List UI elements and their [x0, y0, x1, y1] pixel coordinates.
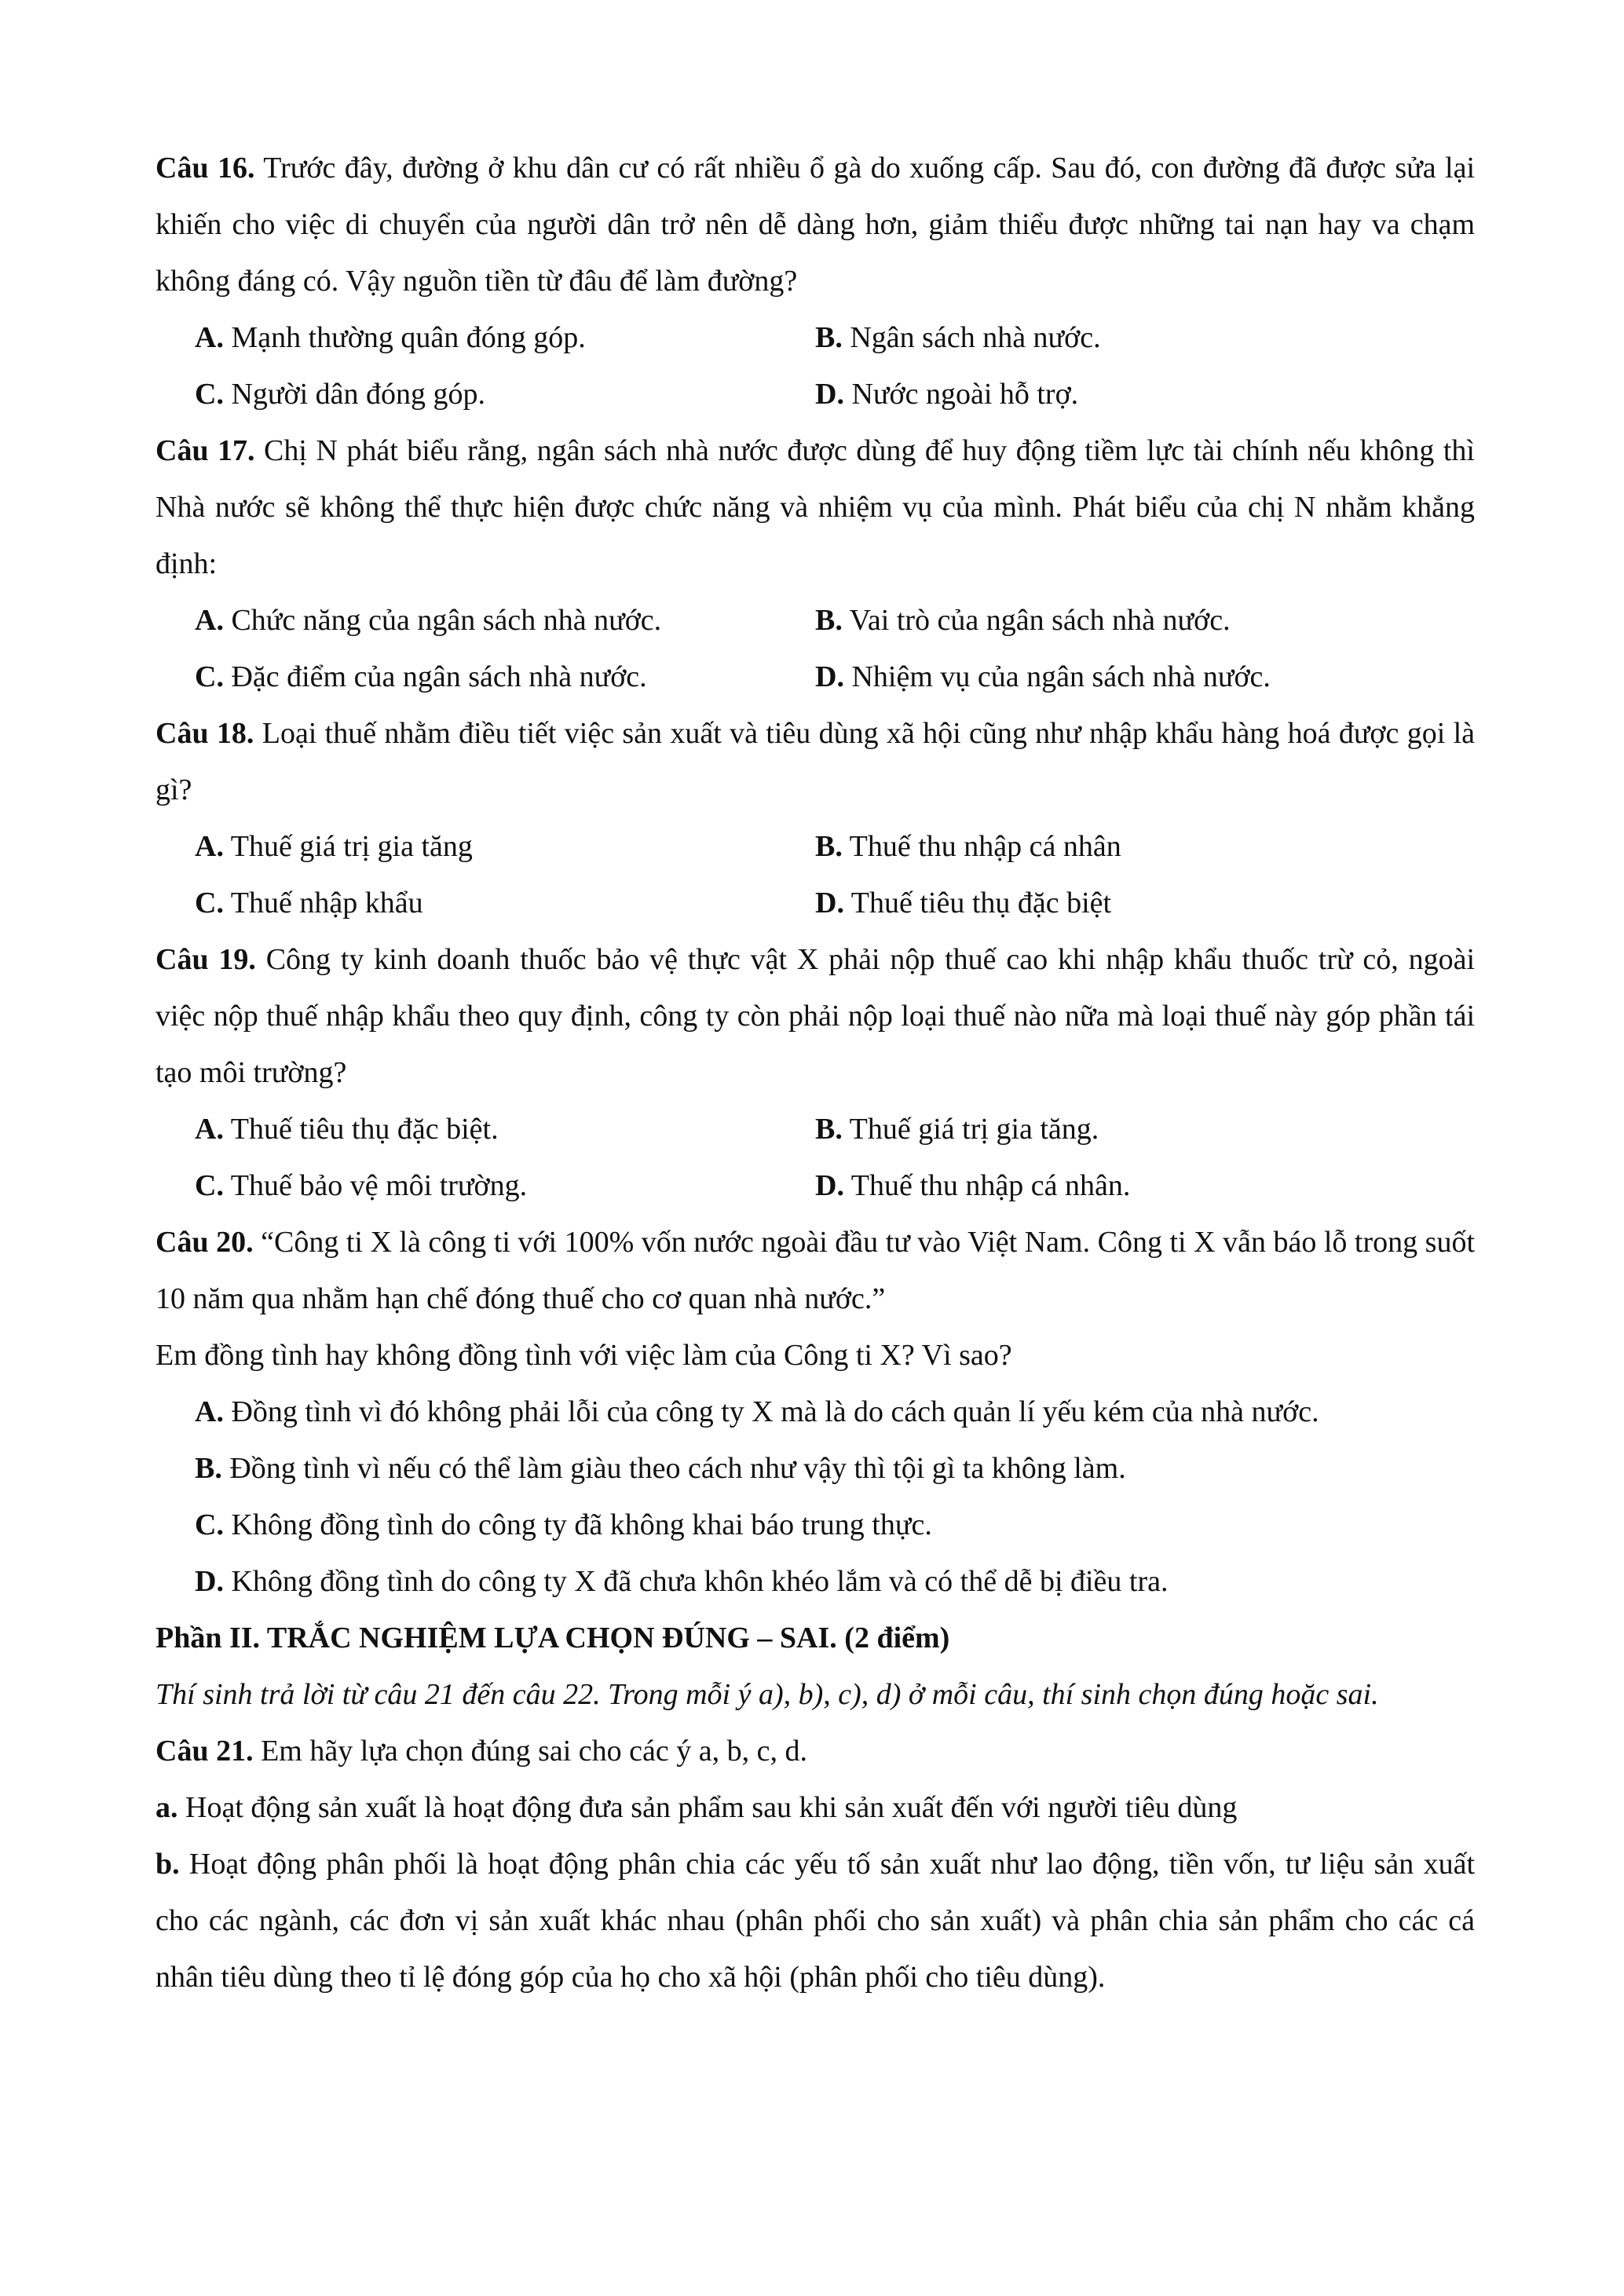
options-grid — [155, 309, 1475, 422]
option-text: Thuế tiêu thụ đặc biệt. — [223, 1113, 499, 1146]
statement-letter: b. — [155, 1848, 180, 1881]
question-text: Công ty kinh doanh thuốc bảo vệ thực vật X phải nộp thuế cao khi nhập khẩu thuốc trừ cỏ, ngoài việc nộp thuế nhập khẩu theo quy định, công ty còn phải nộp loại thuế nào nữa mà loại thuế này góp phần tái tạo môi trường? — [155, 943, 1476, 1089]
section-title: Phần II. TRẮC NGHIỆM LỰA CHỌN ĐÚNG – SAI. (2 điểm) — [155, 1621, 950, 1654]
question-17 — [155, 422, 1475, 592]
option-letter: D. — [195, 1565, 224, 1598]
statement-text: Hoạt động phân phối là hoạt động phân chia các yếu tố sản xuất như lao động, tiền vốn, tư liệu sản xuất cho các ngành, các đơn vị sản xuất khác nhau (phân phối cho sản xuất) và phân chia sản phẩm cho các cá nhân tiêu dùng theo tỉ lệ đóng góp của họ cho xã hội (phân phối cho tiêu dùng). — [155, 1848, 1475, 1994]
option-text: Mạnh thường quân đóng góp. — [223, 321, 586, 354]
option-letter: B. — [815, 604, 843, 637]
question-20-prompt: Em đồng tình hay không đồng tình với việc làm của Công ti X? Vì sao? — [155, 1339, 1012, 1372]
question-label: Câu 20. — [155, 1226, 254, 1259]
question-label: Câu 17. — [155, 434, 255, 467]
option-text: Nước ngoài hỗ trợ. — [843, 378, 1079, 411]
option-a — [195, 592, 815, 649]
option-text: Vai trò của ngân sách nhà nước. — [842, 604, 1231, 637]
option-c — [195, 366, 815, 422]
question-21 — [155, 1723, 1475, 1779]
option-b — [815, 592, 1436, 649]
question-20 — [155, 1214, 1475, 1327]
option-a — [195, 1101, 815, 1157]
option-text: Thuế thu nhập cá nhân. — [843, 1169, 1131, 1202]
option-text: Thuế tiêu thụ đặc biệt — [843, 887, 1112, 919]
question-label: Câu 18. — [155, 717, 254, 750]
option-text: Ngân sách nhà nước. — [842, 321, 1101, 354]
option-c — [155, 1497, 1514, 1553]
options-grid — [155, 818, 1475, 931]
document-page — [155, 140, 1475, 2005]
option-d — [815, 875, 1436, 931]
option-letter: C. — [195, 1169, 224, 1202]
options-grid — [155, 1101, 1475, 1214]
option-text: Thuế giá trị gia tăng. — [842, 1113, 1099, 1146]
option-b — [815, 1101, 1436, 1157]
option-letter: D. — [815, 887, 844, 919]
option-d — [815, 366, 1436, 422]
option-text: Đặc điểm của ngân sách nhà nước. — [223, 660, 647, 693]
option-a — [195, 309, 815, 366]
option-text: Đồng tình vì nếu có thể làm giàu theo cách như vậy thì tội gì ta không làm. — [221, 1452, 1126, 1485]
option-c — [195, 875, 815, 931]
option-text: Chức năng của ngân sách nhà nước. — [223, 604, 662, 637]
question-text: Loại thuế nhằm điều tiết việc sản xuất và tiêu dùng xã hội cũng như nhập khẩu hàng hoá được gọi là gì? — [155, 717, 1475, 806]
option-letter: C. — [195, 378, 224, 411]
question-label: Câu 19. — [155, 943, 256, 976]
option-letter: A. — [195, 830, 224, 863]
option-b — [155, 1440, 1514, 1497]
option-c — [195, 649, 815, 705]
option-text: Thuế bảo vệ môi trường. — [223, 1169, 528, 1202]
options-grid — [155, 592, 1475, 705]
question-text: Em hãy lựa chọn đúng sai cho các ý a, b, c, d. — [253, 1735, 808, 1768]
option-letter: B. — [815, 1113, 843, 1146]
option-letter: D. — [815, 378, 844, 411]
statement-letter: a. — [155, 1791, 178, 1824]
option-letter: C. — [195, 887, 224, 919]
option-letter: A. — [195, 321, 224, 354]
option-text: Người dân đóng góp. — [223, 378, 486, 411]
question-18 — [155, 705, 1475, 818]
option-text: Không đồng tình do công ty đã không khai báo trung thực. — [223, 1508, 932, 1541]
option-d — [815, 1157, 1436, 1214]
question-label: Câu 21. — [155, 1735, 254, 1768]
option-b — [815, 309, 1436, 366]
question-text: Trước đây, đường ở khu dân cư có rất nhiều ổ gà do xuống cấp. Sau đó, con đường đã được sửa lại khiến cho việc di chuyển của người dân trở nên dễ dàng hơn, giảm thiểu được những tai nạn hay va chạm không đáng có. Vậy nguồn tiền từ đâu để làm đường? — [155, 152, 1476, 298]
option-text: Thuế nhập khẩu — [223, 887, 423, 919]
option-a — [195, 818, 815, 875]
option-b — [815, 818, 1436, 875]
option-letter: D. — [815, 660, 844, 693]
question-19 — [155, 931, 1475, 1101]
option-text: Thuế giá trị gia tăng — [223, 830, 473, 863]
statement-b — [155, 1836, 1475, 2005]
statement-a — [155, 1779, 1475, 1836]
option-letter: A. — [195, 1113, 224, 1146]
option-letter: B. — [195, 1452, 222, 1485]
question-label: Câu 16. — [155, 152, 255, 185]
statement-text: Hoạt động sản xuất là hoạt động đưa sản phẩm sau khi sản xuất đến với người tiêu dùng — [177, 1791, 1238, 1824]
option-letter: B. — [815, 321, 843, 354]
section-instruction: Thí sinh trả lời từ câu 21 đến câu 22. Trong mỗi ý a), b), c), d) ở mỗi câu, thí sinh chọn đúng hoặc sai. — [155, 1678, 1379, 1711]
option-text: Thuế thu nhập cá nhân — [842, 830, 1121, 863]
option-text: Không đồng tình do công ty X đã chưa khôn khéo lắm và có thể dễ bị điều tra. — [223, 1565, 1169, 1598]
option-letter: C. — [195, 1508, 224, 1541]
option-letter: D. — [815, 1169, 844, 1202]
option-text: Nhiệm vụ của ngân sách nhà nước. — [843, 660, 1271, 693]
question-text: Chị N phát biểu rằng, ngân sách nhà nước được dùng để huy động tiềm lực tài chính nếu không thì Nhà nước sẽ không thể thực hiện được chức năng và nhiệm vụ của mình. Phát biểu của chị N nhằm khẳng định: — [155, 434, 1475, 580]
option-letter: C. — [195, 660, 224, 693]
option-a — [155, 1384, 1514, 1440]
question-16 — [155, 140, 1475, 309]
option-d — [815, 649, 1436, 705]
option-letter: A. — [195, 604, 224, 637]
question-text: “Công ti X là công ti với 100% vốn nước ngoài đầu tư vào Việt Nam. Công ti X vẫn báo lỗ trong suốt 10 năm qua nhằm hạn chế đóng thuế cho cơ quan nhà nước.” — [155, 1226, 1476, 1315]
option-letter: B. — [815, 830, 843, 863]
option-letter: A. — [195, 1395, 224, 1428]
option-d — [155, 1553, 1514, 1610]
option-text: Đồng tình vì đó không phải lỗi của công ty X mà là do cách quản lí yếu kém của nhà nước. — [223, 1395, 1319, 1428]
option-c — [195, 1157, 815, 1214]
